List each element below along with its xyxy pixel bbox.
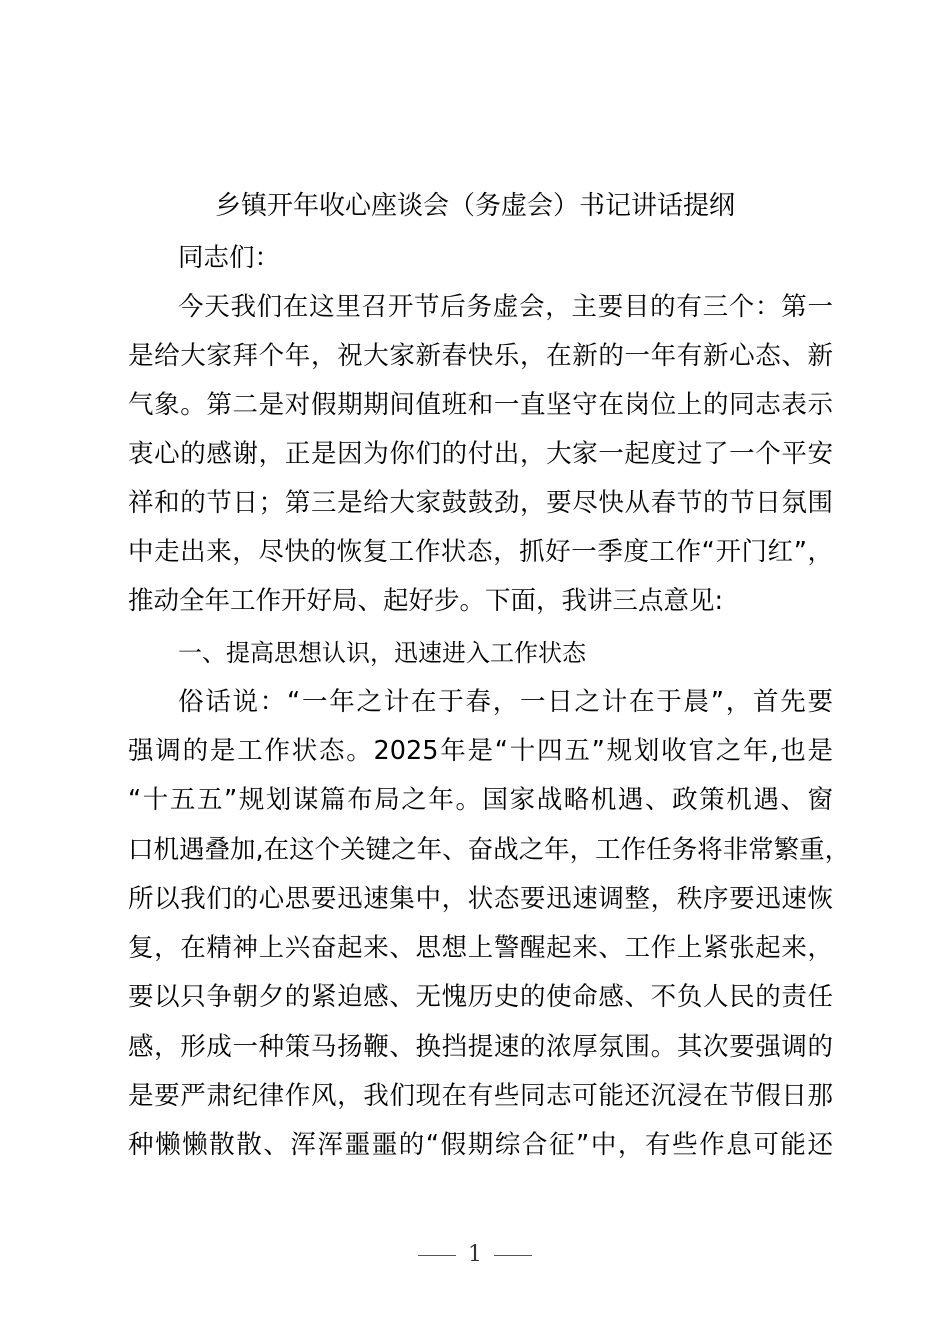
page-number: 1 bbox=[468, 1242, 482, 1267]
footer-dash-right bbox=[494, 1255, 532, 1256]
salutation: 同志们： bbox=[178, 243, 281, 273]
paragraph-line: 种懒懒散散、浑浑噩噩的“假期综合征”中，有些作息可能还 bbox=[128, 1130, 833, 1160]
section-heading: 一、提高思想认识，迅速进入工作状态 bbox=[178, 639, 586, 667]
paragraph-line: 要以只争朝夕的紧迫感、无愧历史的使命感、不负人民的责任 bbox=[128, 982, 833, 1012]
page-footer bbox=[0, 1240, 950, 1270]
paragraph-line: 气象。第二是对假期期间值班和一直坚守在岗位上的同志表示 bbox=[128, 390, 833, 420]
paragraph-line: 是给大家拜个年，祝大家新春快乐，在新的一年有新心态、新 bbox=[128, 341, 833, 371]
paragraph-line: 推动全年工作开好局、起好步。下面，我讲三点意见: bbox=[128, 586, 724, 616]
paragraph-line: 中走出来，尽快的恢复工作状态，抓好一季度工作“开门红”， bbox=[128, 537, 833, 567]
paragraph-line: 今天我们在这里召开节后务虚会，主要目的有三个：第一 bbox=[178, 292, 833, 322]
paragraph-line: “十五五”规划谋篇布局之年。国家战略机遇、政策机遇、窗 bbox=[128, 785, 833, 815]
paragraph-line: 是要严肃纪律作风，我们现在有些同志可能还沉浸在节假日那 bbox=[128, 1081, 833, 1111]
paragraph-line: 衷心的感谢，正是因为你们的付出，大家一起度过了一个平安 bbox=[128, 439, 833, 469]
document-title: 乡镇开年收心座谈会（务虚会）书记讲话提纲 bbox=[214, 191, 735, 221]
footer-dash-left bbox=[418, 1255, 456, 1256]
paragraph-line: 复，在精神上兴奋起来、思想上警醒起来、工作上紧张起来， bbox=[128, 933, 833, 963]
paragraph-line: 祥和的节日；第三是给大家鼓鼓劲，要尽快从春节的节日氛围 bbox=[128, 488, 833, 518]
paragraph-line: 所以我们的心思要迅速集中，状态要迅速调整，秩序要迅速恢 bbox=[128, 884, 833, 914]
paragraph-line: 感，形成一种策马扬鞭、换挡提速的浓厚氛围。其次要强调的 bbox=[128, 1032, 833, 1062]
paragraph-line: 俗话说：“一年之计在于春，一日之计在于晨”，首先要 bbox=[178, 687, 833, 717]
paragraph-line: 口机遇叠加,在这个关键之年、奋战之年，工作任务将非常繁重， bbox=[128, 835, 851, 865]
paragraph-line: 强调的是工作状态。2025年是“十四五”规划收官之年,也是 bbox=[128, 736, 833, 766]
